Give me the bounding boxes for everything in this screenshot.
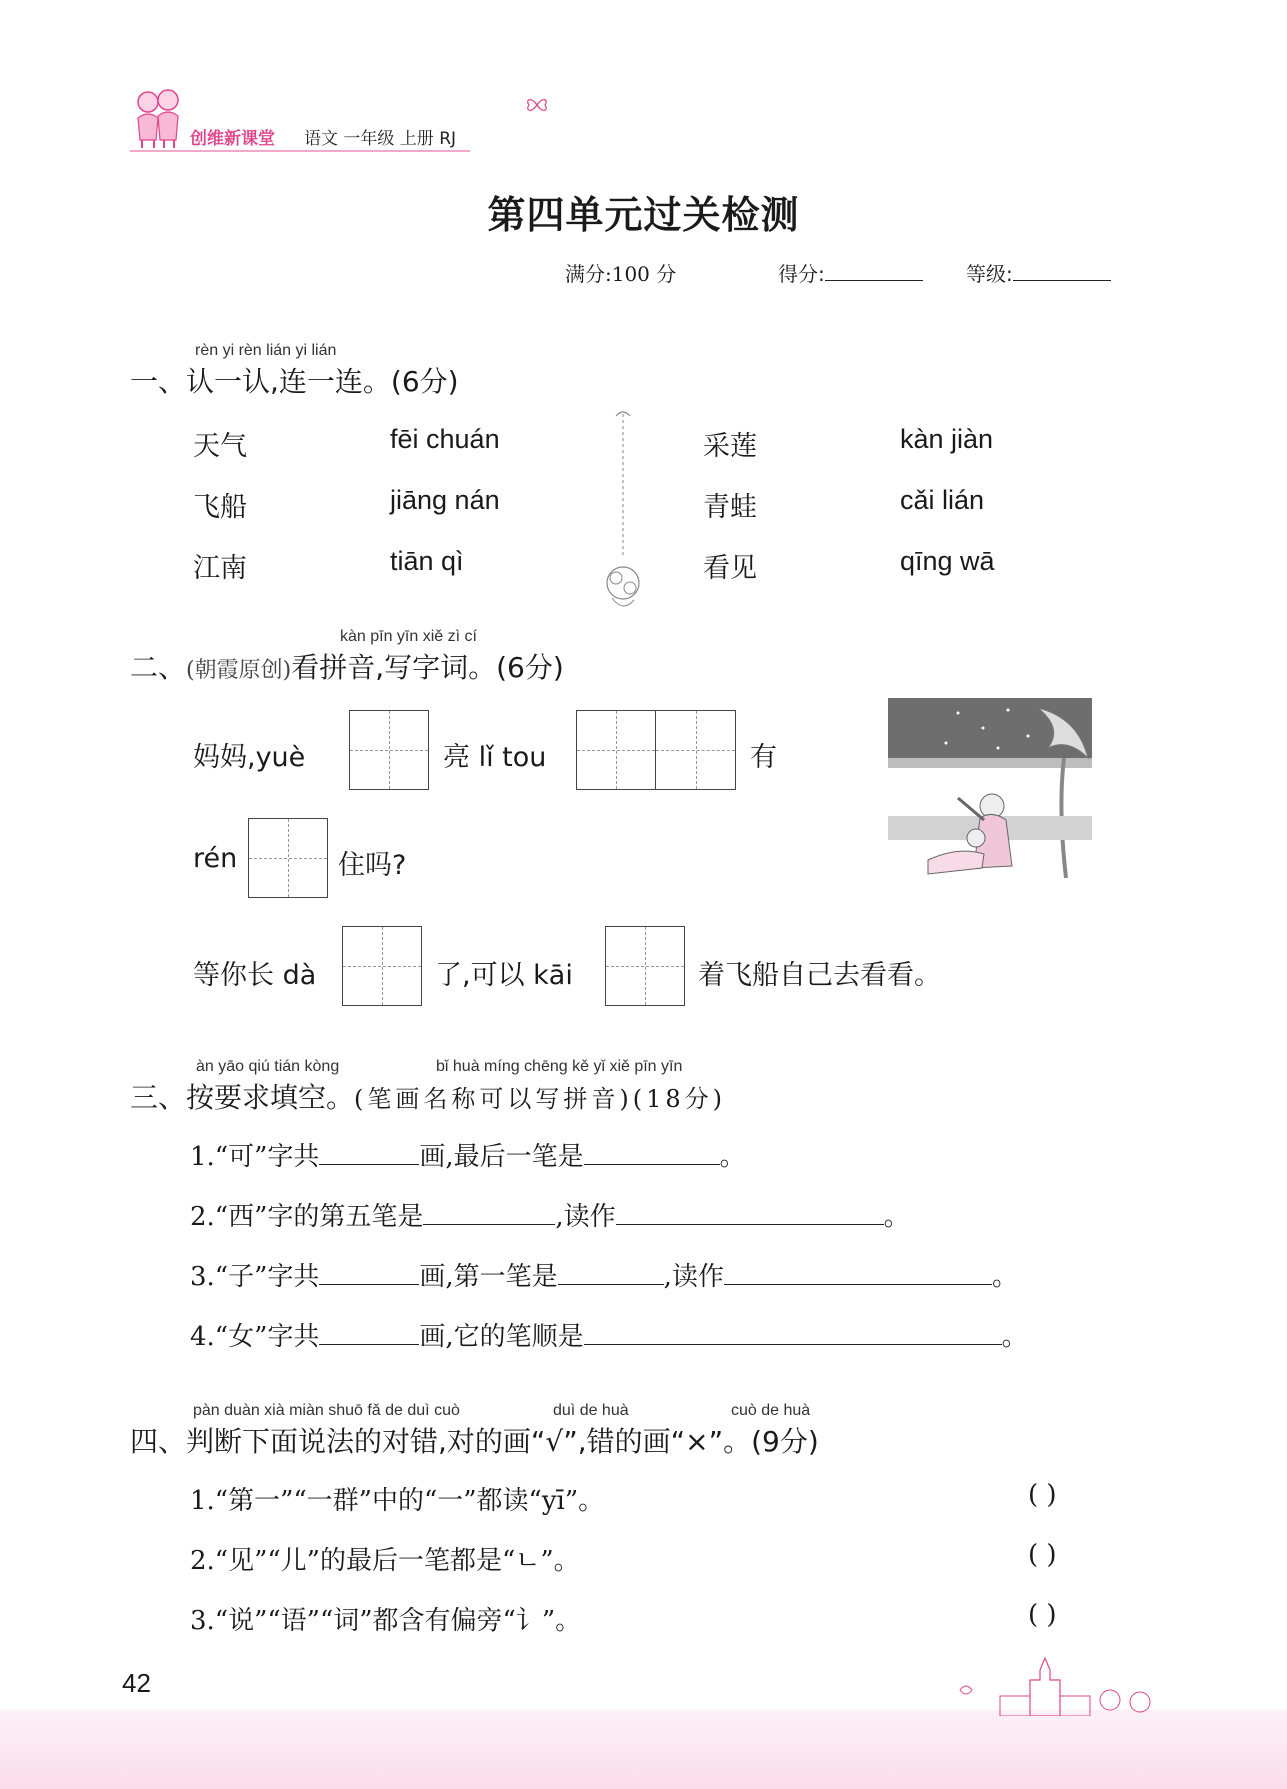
sec2-line3-c: 着飞船自己去看看。 bbox=[698, 960, 941, 991]
q1-blank-count[interactable] bbox=[319, 1164, 419, 1165]
sec2-line2-a: rén bbox=[193, 843, 238, 874]
sec4-pinyin-2: duì de huà bbox=[553, 1402, 629, 1419]
answer-paren-1[interactable]: ( ) bbox=[1028, 1480, 1057, 1510]
pinyin-qingwa[interactable]: qīng wā bbox=[900, 546, 995, 576]
pinyin-cailian[interactable]: cǎi lián bbox=[900, 485, 985, 515]
sec2-line2-b: 住吗? bbox=[338, 850, 407, 881]
sec4-pinyin-3: cuò de huà bbox=[731, 1402, 811, 1419]
full-score: 满分:100 分 bbox=[565, 262, 677, 286]
word-cailian[interactable]: 采莲 bbox=[703, 431, 757, 462]
word-kanjian[interactable]: 看见 bbox=[703, 553, 757, 584]
q4-text-a: 4.“女”字共 bbox=[190, 1322, 320, 1352]
q1-blank-last-stroke[interactable] bbox=[584, 1164, 720, 1165]
page-number: 42 bbox=[122, 1668, 151, 1698]
hanging-flower-divider bbox=[598, 408, 648, 620]
pinyin-jiangnan[interactable]: jiāng nán bbox=[390, 485, 500, 515]
q1-text-b: 画,最后一笔是 bbox=[419, 1142, 584, 1172]
word-qingwa[interactable]: 青蛙 bbox=[703, 492, 757, 523]
sec3-pinyin-1: àn yāo qiú tián kòng bbox=[196, 1058, 340, 1075]
sec2-line1-b: 亮 lǐ tou bbox=[443, 742, 547, 773]
write-box-kai[interactable] bbox=[605, 926, 685, 1006]
night-sky-illustration bbox=[888, 698, 1092, 880]
q2-blank-reading[interactable] bbox=[616, 1224, 884, 1225]
grade-blank[interactable] bbox=[1013, 280, 1111, 281]
sec3-q3 bbox=[190, 1256, 1018, 1293]
q2-text-a: 2.“西”字的第五笔是 bbox=[190, 1202, 424, 1232]
grade-field bbox=[966, 258, 1111, 287]
pinyin-tianqi[interactable]: tiān qì bbox=[390, 546, 464, 576]
q4-text-b: 画,它的笔顺是 bbox=[419, 1322, 584, 1352]
sec3-q1 bbox=[190, 1136, 746, 1173]
sec3-q2 bbox=[190, 1196, 910, 1233]
q3-blank-count[interactable] bbox=[319, 1284, 419, 1285]
q1-text-c: 。 bbox=[719, 1142, 746, 1172]
score-blank[interactable] bbox=[825, 280, 923, 281]
write-box-yue[interactable] bbox=[349, 710, 429, 790]
sec4-pinyin-1: pàn duàn xià miàn shuō fǎ de duì cuò bbox=[193, 1402, 460, 1419]
q3-text-d: 。 bbox=[991, 1262, 1018, 1292]
answer-paren-3[interactable]: ( ) bbox=[1028, 1600, 1057, 1630]
brand-name: 创维新课堂 bbox=[190, 129, 275, 149]
word-feichuan[interactable]: 飞船 bbox=[193, 492, 247, 523]
sec2-pinyin: kàn pīn yīn xiě zì cí bbox=[340, 628, 477, 645]
sec2-prefix: 二、 bbox=[130, 651, 187, 684]
kids-logo-illustration bbox=[128, 84, 188, 150]
word-tianqi[interactable]: 天气 bbox=[193, 431, 247, 462]
sec4-item-1: 1.“第一”“一群”中的“一”都读“yī”。 bbox=[190, 1486, 605, 1516]
sec2-line3-a: 等你长 dà bbox=[193, 960, 317, 991]
q4-text-c: 。 bbox=[1001, 1322, 1028, 1352]
footer-band bbox=[0, 1710, 1287, 1789]
q4-blank-count[interactable] bbox=[319, 1344, 419, 1345]
pinyin-feichuan[interactable]: fēi chuán bbox=[390, 424, 500, 454]
grade-label: 等级: bbox=[966, 262, 1013, 286]
score-label: 得分: bbox=[778, 262, 825, 286]
q1-text-a: 1.“可”字共 bbox=[190, 1142, 320, 1172]
sec1-pinyin: rèn yi rèn lián yi lián bbox=[195, 342, 337, 359]
sec2-line3-b: 了,可以 kāi bbox=[435, 960, 573, 991]
sec4-item-2: 2.“见”“儿”的最后一笔都是“ㄴ”。 bbox=[190, 1546, 580, 1576]
q3-text-b: 画,第一笔是 bbox=[419, 1262, 558, 1292]
sec2-line1-c: 有 bbox=[750, 742, 777, 773]
q2-blank-stroke[interactable] bbox=[423, 1224, 555, 1225]
score-field bbox=[778, 258, 923, 287]
pinyin-kanjian[interactable]: kàn jiàn bbox=[900, 424, 994, 454]
q3-blank-first-stroke[interactable] bbox=[558, 1284, 664, 1285]
write-box-ren[interactable] bbox=[248, 818, 328, 898]
write-box-litou-1[interactable] bbox=[576, 710, 656, 790]
castle-decoration-icon bbox=[940, 1650, 1170, 1716]
answer-paren-2[interactable]: ( ) bbox=[1028, 1540, 1057, 1570]
sec3-title-line bbox=[130, 1076, 726, 1116]
q2-text-c: 。 bbox=[883, 1202, 910, 1232]
sec4-item-3: 3.“说”“语”“词”都含有偏旁“讠”。 bbox=[190, 1606, 582, 1636]
sec1-title: 一、认一认,连一连。(6分) bbox=[130, 365, 459, 398]
butterfly-icon bbox=[525, 96, 549, 114]
sec3-q4 bbox=[190, 1316, 1028, 1353]
q4-blank-stroke-order[interactable] bbox=[584, 1344, 1002, 1345]
header-divider bbox=[130, 150, 470, 152]
word-jiangnan[interactable]: 江南 bbox=[193, 553, 247, 584]
q3-text-c: ,读作 bbox=[663, 1262, 724, 1292]
sec3-title: 三、按要求填空。 bbox=[130, 1081, 355, 1114]
subject-label: 语文 一年级 上册 RJ bbox=[304, 129, 457, 149]
sec2-title: 看拼音,写字词。(6分) bbox=[291, 651, 564, 684]
sec3-pinyin-2: bǐ huà míng chēng kě yǐ xiě pīn yīn bbox=[436, 1058, 683, 1075]
write-box-litou-2[interactable] bbox=[656, 710, 736, 790]
sec2-title-line bbox=[130, 646, 564, 686]
write-box-da[interactable] bbox=[342, 926, 422, 1006]
sec2-tag: (朝霞原创) bbox=[186, 658, 292, 683]
sec4-title: 四、判断下面说法的对错,对的画“√”,错的画“×”。(9分) bbox=[130, 1425, 819, 1458]
sec2-line1-a: 妈妈,yuè bbox=[193, 742, 306, 773]
q3-blank-reading[interactable] bbox=[724, 1284, 992, 1285]
page-title: 第四单元过关检测 bbox=[487, 193, 800, 237]
sec3-note: (笔画名称可以写拼音)(18分) bbox=[354, 1085, 727, 1113]
q2-text-b: ,读作 bbox=[555, 1202, 616, 1232]
q3-text-a: 3.“子”字共 bbox=[190, 1262, 320, 1292]
